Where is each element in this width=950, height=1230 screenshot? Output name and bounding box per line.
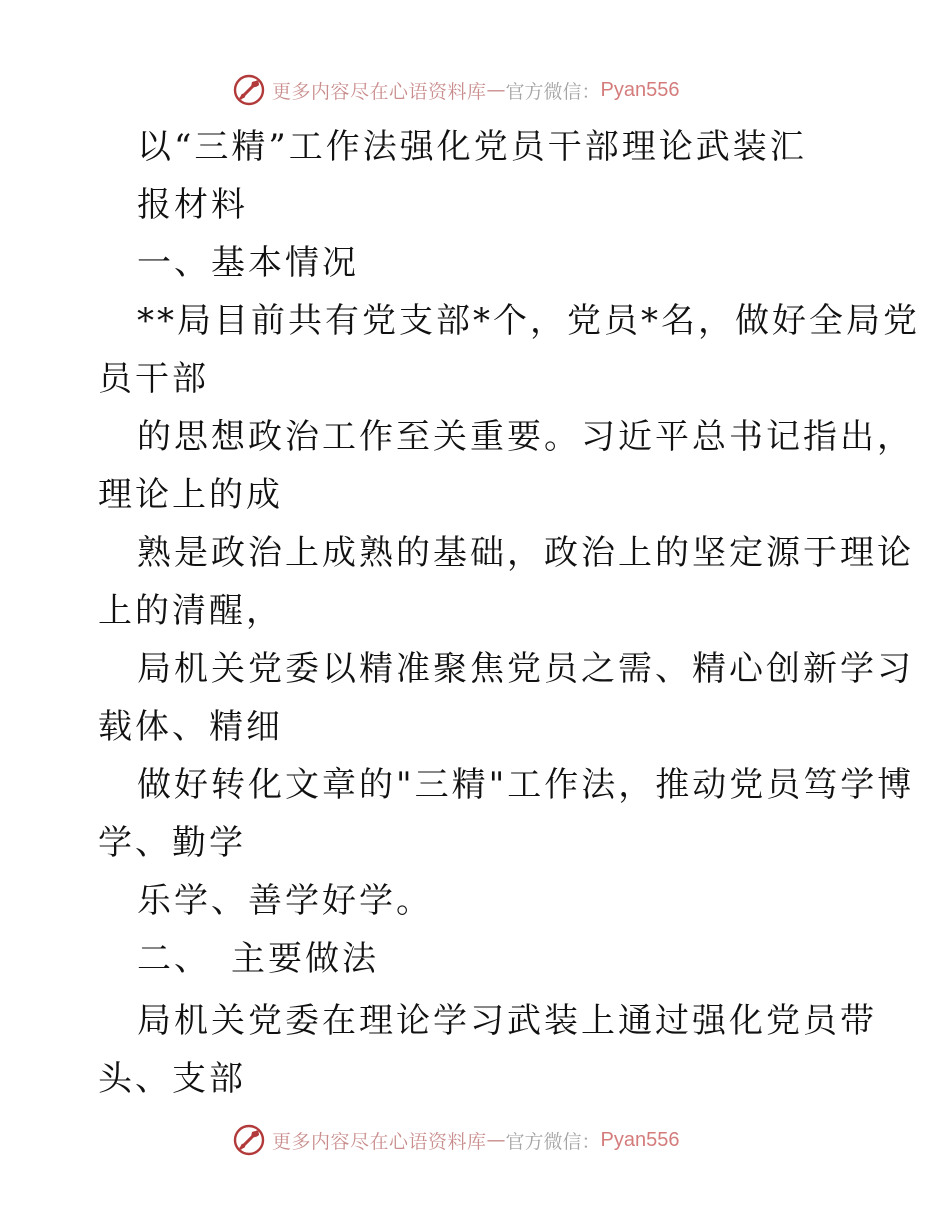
banner-wechat-label: 官方微信： <box>505 80 601 103</box>
document-title-line-1: 以“三精”工作法强化党员干部理论武装汇 <box>137 127 807 167</box>
banner-dash: — <box>486 1129 506 1151</box>
banner-text: 更多内容尽在心语资料库 <box>272 1130 487 1153</box>
paragraph-line: 头、支部 <box>98 1059 246 1099</box>
paragraph-line: 理论上的成 <box>98 475 283 515</box>
document-title-line-2: 报材料 <box>137 185 248 225</box>
banner-dash: — <box>486 79 506 101</box>
paragraph-line: 学、勤学 <box>98 823 246 863</box>
section-heading-2: 二、 主要做法 <box>137 939 379 979</box>
paragraph-line: 乐学、善学好学。 <box>137 881 433 921</box>
paragraph-line: 局机关党委在理论学习武装上通过强化党员带 <box>137 1001 877 1041</box>
section-heading-1: 一、基本情况 <box>137 243 359 283</box>
banner-text: 更多内容尽在心语资料库 <box>272 80 487 103</box>
banner-wechat-id: Pyan556 <box>600 78 680 101</box>
paragraph-line: 局机关党委以精准聚焦党员之需、精心创新学习 <box>137 649 914 689</box>
paragraph-line: 做好转化文章的"三精"工作法，推动党员笃学博 <box>137 765 915 805</box>
banner-wechat-id: Pyan556 <box>600 1128 680 1151</box>
quill-pen-logo-icon <box>232 73 266 107</box>
footer-banner <box>232 1122 680 1158</box>
paragraph-line: 的思想政治工作至关重要。习近平总书记指出， <box>137 417 914 457</box>
paragraph-line: 上的清醒， <box>98 591 283 631</box>
paragraph-line: 熟是政治上成熟的基础，政治上的坚定源于理论 <box>137 533 914 573</box>
banner-wechat-label: 官方微信： <box>505 1130 601 1153</box>
header-banner <box>232 72 680 108</box>
paragraph-line: **局目前共有党支部*个，党员*名，做好全局党 <box>137 301 920 341</box>
quill-pen-logo-icon <box>232 1123 266 1157</box>
paragraph-line: 员干部 <box>98 359 209 399</box>
paragraph-line: 载体、精细 <box>98 707 283 747</box>
